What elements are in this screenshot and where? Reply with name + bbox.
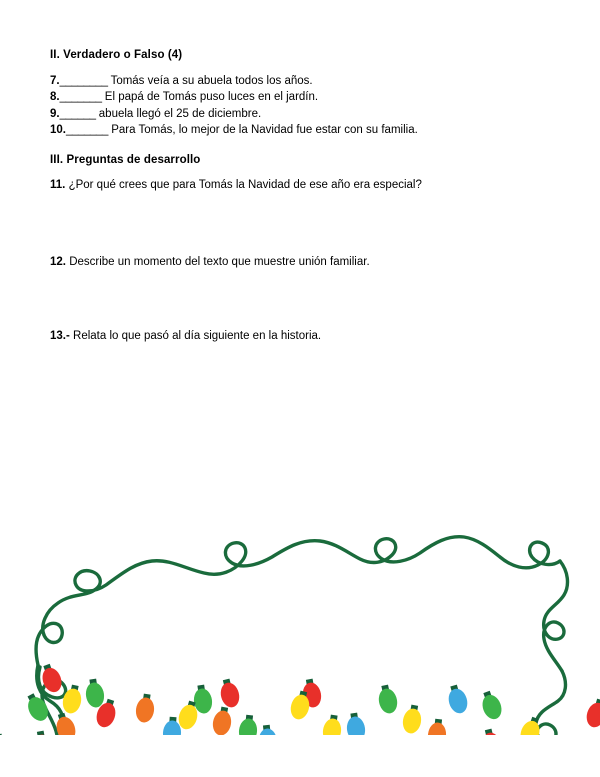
bulb-orange (134, 693, 156, 724)
true-false-item (50, 106, 560, 123)
true-false-list (50, 73, 560, 139)
development-question (50, 254, 560, 271)
answer-blank[interactable]: ______ (59, 107, 96, 120)
bulb-orange (211, 706, 234, 735)
item-number: 11. (50, 179, 66, 192)
true-false-item (50, 89, 560, 106)
item-text: Relata lo que pasó al día siguiente en la historia. (73, 330, 322, 343)
item-number: 7. (50, 74, 60, 87)
item-text: El papá de Tomás puso luces en el jardín. (104, 91, 319, 104)
bulb-blue (162, 716, 182, 735)
bulb-green (376, 683, 400, 715)
bulb-green (84, 678, 106, 709)
bulb-red (479, 727, 503, 735)
lights-wire (14, 537, 596, 735)
bulb-yellow (517, 715, 544, 735)
item-text: Describe un momento del texto que muestre unión familiar. (69, 255, 370, 268)
item-text: Para Tomás, lo mejor de la Navidad fue estar con su familia. (111, 124, 418, 137)
answer-space[interactable] (50, 270, 560, 328)
development-question (50, 177, 560, 194)
bulb-green (238, 714, 259, 735)
development-question (50, 328, 560, 345)
bulb-green (23, 691, 52, 725)
christmas-lights-svg (0, 335, 600, 735)
item-text: Tomás veía a su abuela todos los años. (110, 74, 313, 87)
item-number: 13.- (50, 330, 70, 343)
bulb-red (31, 730, 54, 735)
bulb-red (584, 697, 600, 729)
christmas-lights-border (0, 335, 600, 735)
true-false-item (50, 122, 560, 139)
answer-space[interactable] (50, 194, 560, 254)
worksheet-content (50, 48, 560, 345)
item-number: 12. (50, 255, 66, 268)
answer-blank[interactable]: ________ (59, 74, 108, 87)
bulb-green (192, 684, 214, 715)
bulb-yellow (288, 689, 312, 721)
item-number: 9. (50, 107, 60, 120)
item-number: 10. (50, 124, 66, 137)
true-false-item (50, 73, 560, 90)
bulb-red (38, 662, 65, 695)
bulb-orange (427, 718, 448, 735)
answer-blank[interactable]: _______ (66, 124, 108, 137)
section-heading-true-false: II. Verdadero o Falso (4) (50, 49, 183, 61)
lights-bulbs (0, 662, 600, 735)
item-number: 8. (50, 91, 60, 104)
bulb-red (300, 678, 323, 709)
bulb-red (94, 697, 120, 730)
bulb-green (478, 689, 505, 722)
bulb-blue (345, 712, 367, 735)
bulb-yellow (0, 732, 14, 735)
bulb-orange (52, 711, 78, 735)
bulb-yellow (176, 699, 201, 731)
item-text: ¿Por qué crees que para Tomás la Navidad de ese año era especial? (68, 179, 422, 192)
bulb-blue (257, 724, 278, 735)
spacer (50, 139, 560, 153)
answer-blank[interactable]: _______ (59, 91, 102, 104)
bulb-yellow (321, 714, 343, 735)
bulb-yellow (61, 683, 85, 715)
bulb-blue (445, 683, 470, 715)
item-text: abuela llegó el 25 de diciembre. (98, 107, 262, 120)
section-heading-development: III. Preguntas de desarrollo (50, 153, 201, 166)
bulb-red (217, 677, 241, 709)
bulb-yellow (401, 704, 424, 735)
